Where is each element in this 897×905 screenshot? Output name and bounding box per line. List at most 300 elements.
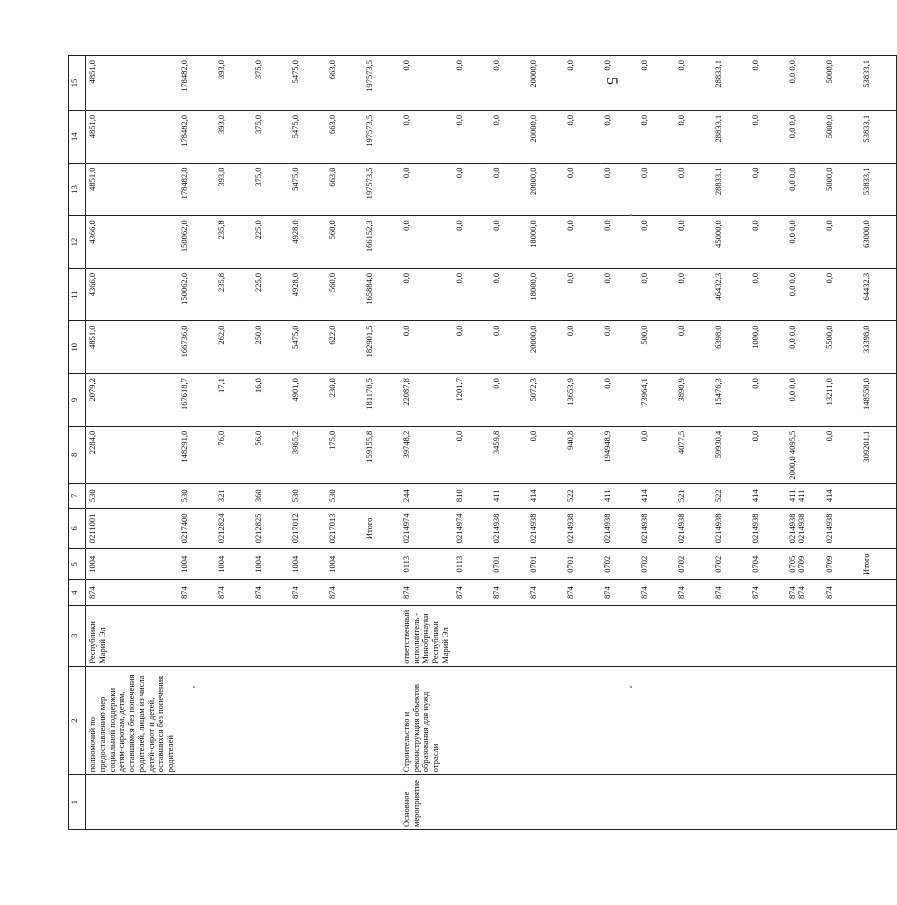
table-cell-col-12: 18000,0 <box>527 216 564 269</box>
table-cell-col-12: 0,0 <box>675 216 712 269</box>
table-cell-col-14: 53833,1 <box>860 110 897 163</box>
table-cell-col-6: 0212825 <box>252 508 289 548</box>
table-cell-col-12: 150062,0 <box>178 216 215 269</box>
table-cell-col-4: 874 874 <box>786 580 823 605</box>
table-cell-col-11: 0,0 0,0 <box>786 268 823 321</box>
table-cell-col-9: 0,0 <box>490 374 527 427</box>
table-cell-col-8: 2284,0 <box>86 426 178 483</box>
table-cell-col-2 <box>326 666 363 774</box>
table-cell-col-13: 0,0 <box>675 163 712 216</box>
table-cell-col-15: 0,0 <box>601 56 638 111</box>
table-cell-col-6: 0214938 <box>712 508 749 548</box>
table-cell-col-3 <box>601 605 638 666</box>
table-cell-col-1 <box>453 775 490 830</box>
table-cell-col-13: 197573,5 <box>363 163 400 216</box>
table-row <box>215 56 252 830</box>
table-cell-col-2 <box>860 666 897 774</box>
column-number-header: 9 <box>69 374 86 427</box>
table-cell-col-15: 53833,1 <box>860 56 897 111</box>
table-cell-col-6: 0214938 <box>749 508 786 548</box>
table-cell-col-3 <box>527 605 564 666</box>
table-cell-col-13: 0,0 <box>400 163 453 216</box>
table-cell-col-15: 0,0 <box>490 56 527 111</box>
table-cell-col-3 <box>252 605 289 666</box>
table-cell-col-6: 0214974 <box>453 508 490 548</box>
table-cell-col-10: 182901,5 <box>363 321 400 374</box>
table-cell-col-2 <box>823 666 860 774</box>
table-cell-col-3 <box>675 605 712 666</box>
table-cell-col-6: 0214938 <box>564 508 601 548</box>
table-cell-col-13: 4851,0 <box>86 163 178 216</box>
table-cell-col-13: 0,0 <box>453 163 490 216</box>
table-cell-col-7 <box>363 483 400 508</box>
table-cell-col-5: 0113 <box>453 548 490 580</box>
table-cell-col-12: 4928,0 <box>289 216 326 269</box>
table-cell-col-10: 33398,0 <box>860 321 897 374</box>
table-cell-col-3 <box>490 605 527 666</box>
table-cell-col-13: 0,0 <box>490 163 527 216</box>
table-cell-col-8: 148291,0 <box>178 426 215 483</box>
table-cell-col-3: ответственный исполнитель - Минобрнауки Республики Марий Эл <box>400 605 453 666</box>
table-cell-col-15: 178482,0 <box>178 56 215 111</box>
table-cell-col-5: 1004 <box>252 548 289 580</box>
table-cell-col-13: 0,0 <box>601 163 638 216</box>
column-number-header: 1 <box>69 775 86 830</box>
table-cell-col-11: 150062,0 <box>178 268 215 321</box>
table-cell-col-13: 0,0 <box>749 163 786 216</box>
table-cell-col-2 <box>749 666 786 774</box>
table-cell-col-1 <box>178 775 215 830</box>
table-cell-col-1 <box>675 775 712 830</box>
table-cell-col-6: 0214938 <box>638 508 675 548</box>
table-cell-col-6: 0214938 <box>527 508 564 548</box>
column-number-header: 12 <box>69 216 86 269</box>
table-cell-col-6: 0217400 <box>178 508 215 548</box>
table-cell-col-3: Республики Марий Эл <box>86 605 178 666</box>
table-cell-col-2 <box>363 666 400 774</box>
table-cell-col-7: 360 <box>252 483 289 508</box>
table-cell-col-6 <box>860 508 897 548</box>
table-cell-col-1 <box>638 775 675 830</box>
table-cell-col-11: 0,0 <box>453 268 490 321</box>
rotated-budget-table-sheet <box>68 55 871 830</box>
table-cell-col-9: 148558,0 <box>860 374 897 427</box>
table-cell-col-11: 0,0 <box>601 268 638 321</box>
table-cell-col-12: 0,0 <box>823 216 860 269</box>
table-cell-col-15: 0,0 0,0 <box>786 56 823 111</box>
table-cell-col-4: 874 <box>178 580 215 605</box>
table-cell-col-2: Строительство и реконструкция объектов образования для нужд отрасли <box>400 666 453 774</box>
table-cell-col-8: 3459,8 <box>490 426 527 483</box>
table-cell-col-12: 63000,0 <box>860 216 897 269</box>
table-cell-col-2 <box>601 666 638 774</box>
table-cell-col-14: 0,0 <box>453 110 490 163</box>
table-cell-col-10: 622,0 <box>326 321 363 374</box>
table-cell-col-4: 874 <box>564 580 601 605</box>
table-cell-col-7: 411 411 <box>786 483 823 508</box>
table-cell-col-1 <box>860 775 897 830</box>
table-cell-col-7: 414 <box>638 483 675 508</box>
table-cell-col-3 <box>749 605 786 666</box>
table-cell-col-15: 663,0 <box>326 56 363 111</box>
table-cell-col-4: 874 <box>215 580 252 605</box>
column-number-header: 11 <box>69 268 86 321</box>
table-cell-col-13: 663,0 <box>326 163 363 216</box>
page-number: 5 <box>603 77 620 85</box>
table-cell-col-14: 663,0 <box>326 110 363 163</box>
table-cell-col-3 <box>638 605 675 666</box>
table-cell-col-8: 940,8 <box>564 426 601 483</box>
table-cell-col-8: 0,0 <box>749 426 786 483</box>
table-cell-col-13: 5475,0 <box>289 163 326 216</box>
table-cell-col-5: 0701 <box>527 548 564 580</box>
table-cell-col-13: 0,0 <box>564 163 601 216</box>
table-cell-col-15: 197573,5 <box>363 56 400 111</box>
table-cell-col-14: 0,0 <box>564 110 601 163</box>
table-row <box>363 56 400 830</box>
table-cell-col-2 <box>289 666 326 774</box>
table-cell-col-3 <box>564 605 601 666</box>
table-cell-col-5: 0705 0709 <box>786 548 823 580</box>
table-cell-col-8: 39748,2 <box>400 426 453 483</box>
table-cell-col-10: 250,0 <box>252 321 289 374</box>
table-cell-col-2 <box>564 666 601 774</box>
scan-speck <box>630 214 632 216</box>
table-cell-col-14: 5475,0 <box>289 110 326 163</box>
table-cell-col-11: 64432,3 <box>860 268 897 321</box>
table-cell-col-14: 20000,0 <box>527 110 564 163</box>
table-cell-col-11: 0,0 <box>823 268 860 321</box>
table-cell-col-3 <box>786 605 823 666</box>
table-cell-col-2 <box>675 666 712 774</box>
table-cell-col-12: 0,0 <box>638 216 675 269</box>
table-cell-col-14: 0,0 <box>400 110 453 163</box>
table-cell-col-15: 5000,0 <box>823 56 860 111</box>
table-cell-col-1 <box>86 775 178 830</box>
table-cell-col-5: 1004 <box>289 548 326 580</box>
table-cell-col-11: 0,0 <box>638 268 675 321</box>
table-cell-col-11: 225,0 <box>252 268 289 321</box>
column-number-header: 3 <box>69 605 86 666</box>
table-cell-col-10: 0,0 0,0 <box>786 321 823 374</box>
table-cell-col-3 <box>326 605 363 666</box>
table-cell-col-4: 874 <box>453 580 490 605</box>
table-cell-col-6: 0211001 <box>86 508 178 548</box>
table-cell-col-7: 244 <box>400 483 453 508</box>
table-cell-col-11: 0,0 <box>564 268 601 321</box>
table-cell-col-14: 0,0 0,0 <box>786 110 823 163</box>
table-cell-col-1 <box>490 775 527 830</box>
table-cell-col-15: 393,0 <box>215 56 252 111</box>
table-cell-col-5: Итого <box>860 548 897 580</box>
table-cell-col-14: 0,0 <box>749 110 786 163</box>
table-cell-col-11: 4928,0 <box>289 268 326 321</box>
table-cell-col-2 <box>252 666 289 774</box>
table-cell-col-2 <box>638 666 675 774</box>
table-row <box>252 56 289 830</box>
table-cell-col-14: 0,0 <box>638 110 675 163</box>
table-row <box>749 56 786 830</box>
table-cell-col-15: 0,0 <box>749 56 786 111</box>
table-cell-col-5: 0704 <box>749 548 786 580</box>
table-cell-col-9: 22087,8 <box>400 374 453 427</box>
table-cell-col-12: 0,0 <box>564 216 601 269</box>
table-cell-col-12: 0,0 <box>490 216 527 269</box>
table-cell-col-11: 46432,3 <box>712 268 749 321</box>
table-cell-col-6: 0217013 <box>326 508 363 548</box>
table-cell-col-12: 4366,0 <box>86 216 178 269</box>
table-cell-col-3 <box>860 605 897 666</box>
table-cell-col-4 <box>363 580 400 605</box>
table-cell-col-9: 167618,7 <box>178 374 215 427</box>
table-cell-col-7: 411 <box>601 483 638 508</box>
table-cell-col-2 <box>215 666 252 774</box>
table-cell-col-8: 59930,4 <box>712 426 749 483</box>
table-cell-col-2 <box>453 666 490 774</box>
table-cell-col-4: 874 <box>638 580 675 605</box>
table-cell-col-15: 0,0 <box>675 56 712 111</box>
table-cell-col-1 <box>527 775 564 830</box>
table-cell-col-14: 28833,1 <box>712 110 749 163</box>
table-row <box>823 56 860 830</box>
table-cell-col-8: 2000,0 4095,5 <box>786 426 823 483</box>
table-cell-col-8: 0,0 <box>638 426 675 483</box>
table-cell-col-1 <box>289 775 326 830</box>
table-cell-col-2 <box>786 666 823 774</box>
table-cell-col-12: 235,8 <box>215 216 252 269</box>
table-cell-col-10: 0,0 <box>564 321 601 374</box>
table-cell-col-3 <box>453 605 490 666</box>
table-cell-col-8: 4077,5 <box>675 426 712 483</box>
table-cell-col-10: 20000,0 <box>527 321 564 374</box>
column-number-header: 8 <box>69 426 86 483</box>
table-cell-col-9: 1201,7 <box>453 374 490 427</box>
table-row <box>860 56 897 830</box>
table-cell-col-14: 393,0 <box>215 110 252 163</box>
table-cell-col-13: 28833,1 <box>712 163 749 216</box>
column-number-header: 10 <box>69 321 86 374</box>
table-cell-col-5: 0702 <box>675 548 712 580</box>
column-number-header: 7 <box>69 483 86 508</box>
table-cell-col-11: 165884,0 <box>363 268 400 321</box>
table-cell-col-6: Итого <box>363 508 400 548</box>
table-cell-col-10: 166736,0 <box>178 321 215 374</box>
table-cell-col-7 <box>860 483 897 508</box>
table-cell-col-15: 20000,0 <box>527 56 564 111</box>
table-cell-col-8: 0,0 <box>453 426 490 483</box>
table-cell-col-11: 560,0 <box>326 268 363 321</box>
table-cell-col-10: 5475,0 <box>289 321 326 374</box>
table-row <box>527 56 564 830</box>
table-cell-col-5: 1004 <box>178 548 215 580</box>
table-cell-col-4: 874 <box>252 580 289 605</box>
table-cell-col-10: 0,0 <box>490 321 527 374</box>
table-cell-col-15: 0,0 <box>638 56 675 111</box>
table-cell-col-7: 530 <box>178 483 215 508</box>
table-cell-col-7: 414 <box>749 483 786 508</box>
table-cell-col-9: 0,0 <box>601 374 638 427</box>
table-cell-col-1 <box>749 775 786 830</box>
table-row <box>786 56 823 830</box>
table-cell-col-8: 309201,1 <box>860 426 897 483</box>
table-cell-col-8: 3965,2 <box>289 426 326 483</box>
table-cell-col-5: 0113 <box>400 548 453 580</box>
table-cell-col-14: 5000,0 <box>823 110 860 163</box>
table-cell-col-2 <box>712 666 749 774</box>
table-cell-col-11: 0,0 <box>675 268 712 321</box>
table-cell-col-14: 197573,5 <box>363 110 400 163</box>
table-cell-col-3 <box>363 605 400 666</box>
table-cell-col-9: 230,0 <box>326 374 363 427</box>
table-cell-col-5: 1004 <box>86 548 178 580</box>
table-cell-col-12: 0,0 <box>601 216 638 269</box>
table-cell-col-6: 0214938 <box>823 508 860 548</box>
table-cell-col-4 <box>860 580 897 605</box>
column-number-header: 14 <box>69 110 86 163</box>
table-cell-col-7: 414 <box>823 483 860 508</box>
table-cell-col-7: 530 <box>289 483 326 508</box>
table-cell-col-9: 3890,9 <box>675 374 712 427</box>
column-number-header: 4 <box>69 580 86 605</box>
table-cell-col-5: 0709 <box>823 548 860 580</box>
table-cell-col-9: 4901,0 <box>289 374 326 427</box>
table-cell-col-15: 28833,1 <box>712 56 749 111</box>
table-cell-col-13: 0,0 <box>638 163 675 216</box>
table-cell-col-12: 225,0 <box>252 216 289 269</box>
table-cell-col-9: 0,0 0,0 <box>786 374 823 427</box>
table-row <box>638 56 675 830</box>
table-cell-col-11: 0,0 <box>749 268 786 321</box>
table-cell-col-4: 874 <box>601 580 638 605</box>
budget-table <box>68 55 897 830</box>
table-cell-col-13: 375,0 <box>252 163 289 216</box>
column-number-header: 13 <box>69 163 86 216</box>
table-cell-col-11: 235,8 <box>215 268 252 321</box>
table-cell-col-9: 73964,1 <box>638 374 675 427</box>
table-cell-col-4: 874 <box>289 580 326 605</box>
table-cell-col-5 <box>363 548 400 580</box>
table-cell-col-1 <box>215 775 252 830</box>
table-cell-col-3 <box>178 605 215 666</box>
table-cell-col-10: 1000,0 <box>749 321 786 374</box>
table-cell-col-5: 0701 <box>490 548 527 580</box>
table-cell-col-9: 13653,9 <box>564 374 601 427</box>
table-row <box>490 56 527 830</box>
table-cell-col-9: 181170,5 <box>363 374 400 427</box>
table-cell-col-4: 874 <box>823 580 860 605</box>
table-cell-col-14: 4851,0 <box>86 110 178 163</box>
table-cell-col-3 <box>823 605 860 666</box>
table-cell-col-14: 178482,0 <box>178 110 215 163</box>
table-cell-col-11: 0,0 <box>400 268 453 321</box>
column-number-header-row <box>69 56 86 830</box>
table-cell-col-7: 411 <box>490 483 527 508</box>
table-cell-col-8: 76,0 <box>215 426 252 483</box>
table-cell-col-10: 0,0 <box>453 321 490 374</box>
table-row <box>289 56 326 830</box>
table-cell-col-2 <box>490 666 527 774</box>
table-cell-col-4: 874 <box>86 580 178 605</box>
table-cell-col-3 <box>215 605 252 666</box>
table-cell-col-6: 0214938 <box>675 508 712 548</box>
table-cell-col-4: 874 <box>326 580 363 605</box>
table-cell-col-4: 874 <box>400 580 453 605</box>
table-cell-col-12: 0,0 <box>453 216 490 269</box>
table-cell-col-4: 874 <box>490 580 527 605</box>
table-row <box>326 56 363 830</box>
table-cell-col-12: 166152,3 <box>363 216 400 269</box>
table-cell-col-8: 0,0 <box>823 426 860 483</box>
table-cell-col-11: 4366,0 <box>86 268 178 321</box>
table-cell-col-5: 0702 <box>638 548 675 580</box>
table-cell-col-5: 0702 <box>601 548 638 580</box>
table-cell-col-2 <box>527 666 564 774</box>
table-cell-col-15: 0,0 <box>453 56 490 111</box>
table-cell-col-1 <box>712 775 749 830</box>
table-cell-col-15: 0,0 <box>564 56 601 111</box>
table-cell-col-13: 393,0 <box>215 163 252 216</box>
table-row <box>601 56 638 830</box>
table-cell-col-6: 0214938 <box>601 508 638 548</box>
table-cell-col-10: 500,0 <box>638 321 675 374</box>
table-row <box>712 56 749 830</box>
table-cell-col-10: 5500,0 <box>823 321 860 374</box>
table-cell-col-12: 560,0 <box>326 216 363 269</box>
scan-speck <box>630 686 632 688</box>
table-cell-col-1 <box>252 775 289 830</box>
table-cell-col-7: 522 <box>712 483 749 508</box>
table-row <box>400 56 453 830</box>
table-cell-col-7: 530 <box>326 483 363 508</box>
column-number-header: 15 <box>69 56 86 111</box>
table-cell-col-6: 0217012 <box>289 508 326 548</box>
table-cell-col-7: 810 <box>453 483 490 508</box>
table-cell-col-13: 5000,0 <box>823 163 860 216</box>
table-cell-col-8: 159155,8 <box>363 426 400 483</box>
table-cell-col-4: 874 <box>527 580 564 605</box>
table-row <box>86 56 178 830</box>
table-cell-col-7: 414 <box>527 483 564 508</box>
table-cell-col-4: 874 <box>749 580 786 605</box>
table-cell-col-15: 0,0 <box>400 56 453 111</box>
column-number-header: 2 <box>69 666 86 774</box>
table-cell-col-1 <box>564 775 601 830</box>
table-cell-col-13: 178482,0 <box>178 163 215 216</box>
table-cell-col-5: 0701 <box>564 548 601 580</box>
table-cell-col-10: 0,0 <box>675 321 712 374</box>
table-cell-col-12: 45000,0 <box>712 216 749 269</box>
table-cell-col-15: 375,0 <box>252 56 289 111</box>
table-cell-col-11: 0,0 <box>490 268 527 321</box>
table-cell-col-14: 0,0 <box>490 110 527 163</box>
table-cell-col-8: 0,0 <box>527 426 564 483</box>
table-cell-col-10: 4851,0 <box>86 321 178 374</box>
table-cell-col-9: 2079,2 <box>86 374 178 427</box>
scan-speck <box>193 686 195 688</box>
table-cell-col-5: 1004 <box>326 548 363 580</box>
table-cell-col-3 <box>289 605 326 666</box>
table-cell-col-1 <box>363 775 400 830</box>
table-cell-col-9: 13211,0 <box>823 374 860 427</box>
table-cell-col-6: 0212824 <box>215 508 252 548</box>
table-cell-col-9: 17,1 <box>215 374 252 427</box>
table-cell-col-8: 175,0 <box>326 426 363 483</box>
table-cell-col-7: 321 <box>215 483 252 508</box>
table-cell-col-3 <box>712 605 749 666</box>
table-cell-col-6: 0214938 0214938 <box>786 508 823 548</box>
table-cell-col-9: 16,0 <box>252 374 289 427</box>
table-cell-col-9: 15476,3 <box>712 374 749 427</box>
